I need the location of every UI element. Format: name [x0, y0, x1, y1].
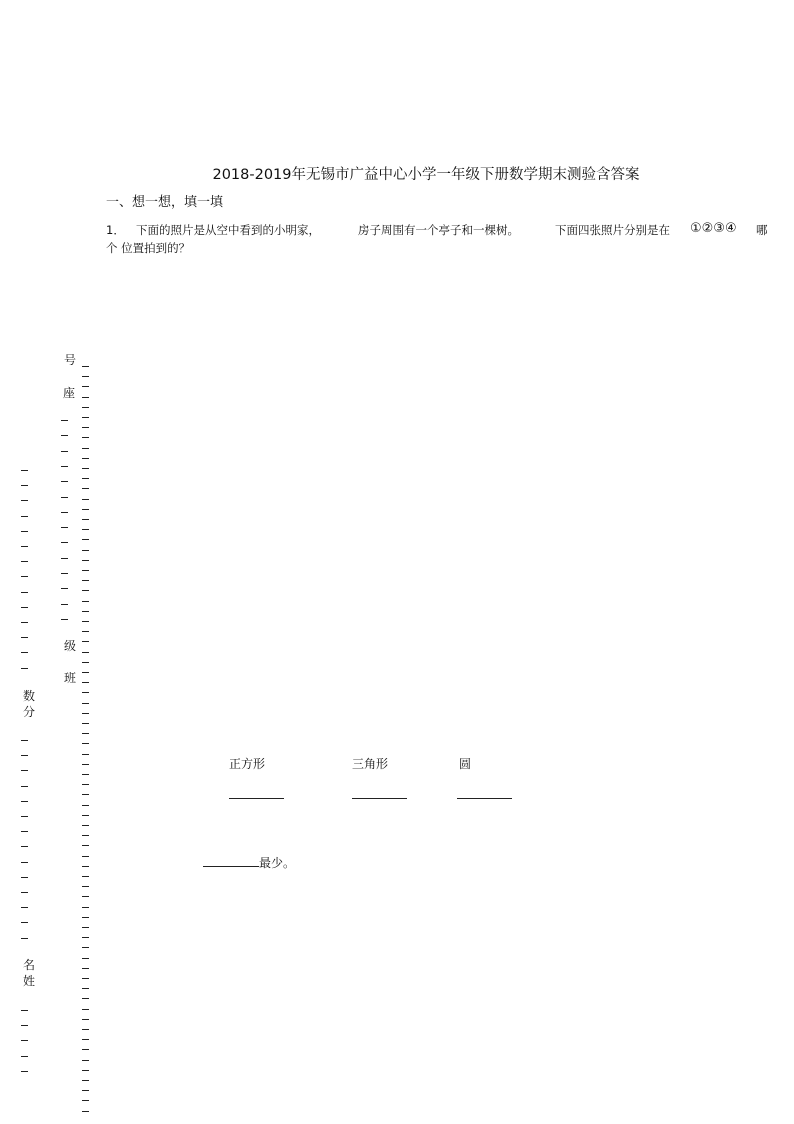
shape-label-triangle: 三角形: [352, 757, 389, 771]
margin-dash: [82, 815, 89, 816]
margin-dash: [82, 998, 89, 999]
margin-dash: [82, 968, 89, 969]
margin-dash: [61, 497, 68, 498]
margin-dash: [82, 376, 89, 377]
margin-dash: [82, 386, 89, 387]
margin-dash: [82, 499, 89, 500]
margin-dash: [61, 420, 68, 421]
margin-label-name-2: 姓: [23, 974, 36, 988]
margin-dash: [82, 805, 89, 806]
question-text-d: 哪: [756, 223, 768, 237]
margin-dash: [82, 794, 89, 795]
margin-dash: [61, 588, 68, 589]
margin-dash: [21, 561, 28, 562]
margin-dash: [61, 542, 68, 543]
question-number: 1．: [106, 223, 125, 237]
margin-dash: [21, 907, 28, 908]
margin-dash: [21, 637, 28, 638]
margin-label-seat-1: 号: [64, 353, 77, 367]
circled-numbers: ①②③④: [690, 221, 737, 236]
answer-blank-least[interactable]: [203, 866, 259, 867]
margin-dash: [21, 622, 28, 623]
margin-dash: [82, 458, 89, 459]
margin-dash: [82, 407, 89, 408]
margin-dash: [82, 560, 89, 561]
shape-label-square: 正方形: [229, 757, 266, 771]
margin-dash: [82, 896, 89, 897]
margin-dash: [82, 713, 89, 714]
margin-dash: [82, 621, 89, 622]
margin-dash: [82, 764, 89, 765]
margin-dash: [82, 856, 89, 857]
margin-dash: [21, 846, 28, 847]
question-text-a: 下面的照片是从空中看到的小明家，: [136, 223, 320, 237]
margin-dash: [82, 723, 89, 724]
margin-dash: [82, 784, 89, 785]
margin-dash: [82, 590, 89, 591]
margin-dash: [82, 1029, 89, 1030]
margin-label-score-2: 分: [23, 705, 36, 719]
margin-dash: [82, 1090, 89, 1091]
shape-label-circle: 圆: [459, 757, 472, 771]
margin-dash: [82, 703, 89, 704]
margin-dash: [21, 470, 28, 471]
margin-dash: [21, 592, 28, 593]
margin-dash: [82, 774, 89, 775]
margin-dash: [82, 835, 89, 836]
margin-dash: [82, 1080, 89, 1081]
margin-dash: [82, 988, 89, 989]
margin-dash: [21, 1040, 28, 1041]
margin-dash: [82, 682, 89, 683]
answer-blank-square[interactable]: [229, 798, 284, 799]
question-1-line-1: [106, 222, 776, 240]
margin-dash: [21, 938, 28, 939]
margin-label-class-1: 级: [64, 639, 77, 653]
margin-dash: [21, 801, 28, 802]
margin-dash: [21, 652, 28, 653]
margin-dash: [21, 755, 28, 756]
margin-dash: [61, 527, 68, 528]
margin-label-seat-2: 座: [63, 386, 76, 400]
margin-dash: [82, 1019, 89, 1020]
margin-dash: [82, 662, 89, 663]
margin-dash: [21, 786, 28, 787]
margin-dash: [82, 519, 89, 520]
document-title: 2018-2019年无锡市广益中心小学一年级下册数学期末测验含答案: [212, 167, 640, 183]
margin-dash: [82, 1049, 89, 1050]
margin-dash: [82, 488, 89, 489]
margin-dash: [82, 876, 89, 877]
margin-label-class-2: 班: [64, 671, 77, 685]
margin-dash: [82, 570, 89, 571]
margin-dash: [82, 937, 89, 938]
margin-dash: [21, 500, 28, 501]
margin-dash: [82, 539, 89, 540]
margin-label-name-1: 名: [23, 958, 36, 972]
margin-dash: [82, 529, 89, 530]
margin-dash: [82, 631, 89, 632]
answer-blank-triangle[interactable]: [352, 798, 407, 799]
margin-dash: [82, 907, 89, 908]
margin-dash: [61, 435, 68, 436]
margin-dash: [21, 546, 28, 547]
margin-dash: [82, 692, 89, 693]
margin-dash: [82, 672, 89, 673]
margin-dash: [82, 866, 89, 867]
margin-dash: [82, 478, 89, 479]
margin-dash: [82, 1070, 89, 1071]
margin-dash: [82, 427, 89, 428]
margin-dash: [21, 1025, 28, 1026]
margin-dash: [61, 619, 68, 620]
margin-dash: [21, 816, 28, 817]
margin-dash: [82, 468, 89, 469]
margin-dash: [21, 877, 28, 878]
margin-dash: [61, 481, 68, 482]
margin-dash: [21, 531, 28, 532]
margin-dash: [21, 668, 28, 669]
margin-dash: [61, 558, 68, 559]
margin-dash: [82, 845, 89, 846]
margin-dash: [82, 601, 89, 602]
question-text-b: 房子周围有一个亭子和一棵树。: [358, 223, 519, 237]
margin-dash: [82, 947, 89, 948]
margin-dash: [21, 740, 28, 741]
margin-dash: [82, 550, 89, 551]
margin-dash: [21, 862, 28, 863]
margin-dash: [82, 417, 89, 418]
margin-dash: [82, 958, 89, 959]
least-text: 最少。: [259, 856, 296, 870]
margin-dash: [21, 485, 28, 486]
margin-dash: [82, 754, 89, 755]
margin-dash: [82, 886, 89, 887]
margin-dash: [82, 743, 89, 744]
margin-dash: [21, 516, 28, 517]
margin-dash: [21, 1010, 28, 1011]
margin-dash: [82, 1111, 89, 1112]
margin-dash: [21, 892, 28, 893]
margin-dash: [21, 576, 28, 577]
margin-dash: [82, 397, 89, 398]
margin-dash: [82, 825, 89, 826]
margin-dash: [21, 922, 28, 923]
margin-dash: [21, 770, 28, 771]
question-1-line-2: 个 位置拍到的？: [106, 241, 191, 255]
margin-dash: [61, 573, 68, 574]
margin-dash: [82, 733, 89, 734]
margin-dash: [21, 607, 28, 608]
margin-dash: [61, 466, 68, 467]
margin-dash: [61, 604, 68, 605]
margin-dash: [61, 451, 68, 452]
margin-dash: [21, 831, 28, 832]
margin-dash: [61, 512, 68, 513]
margin-dash: [82, 366, 89, 367]
margin-dash: [82, 641, 89, 642]
margin-dash: [82, 927, 89, 928]
margin-dash: [82, 1100, 89, 1101]
margin-dash: [82, 448, 89, 449]
margin-dash: [82, 580, 89, 581]
margin-dash: [21, 1056, 28, 1057]
section-heading: 一、想一想，填一填: [106, 195, 224, 210]
margin-dash: [82, 652, 89, 653]
margin-dash: [82, 917, 89, 918]
margin-dash: [82, 1009, 89, 1010]
margin-dash: [82, 437, 89, 438]
margin-label-score-1: 数: [23, 689, 36, 703]
margin-dash: [82, 1060, 89, 1061]
margin-dash: [82, 1039, 89, 1040]
question-text-c: 下面四张照片分别是在: [555, 223, 670, 237]
margin-dash: [21, 1071, 28, 1072]
answer-blank-circle[interactable]: [457, 798, 512, 799]
margin-dash: [82, 978, 89, 979]
margin-dash: [82, 509, 89, 510]
margin-dash: [82, 611, 89, 612]
